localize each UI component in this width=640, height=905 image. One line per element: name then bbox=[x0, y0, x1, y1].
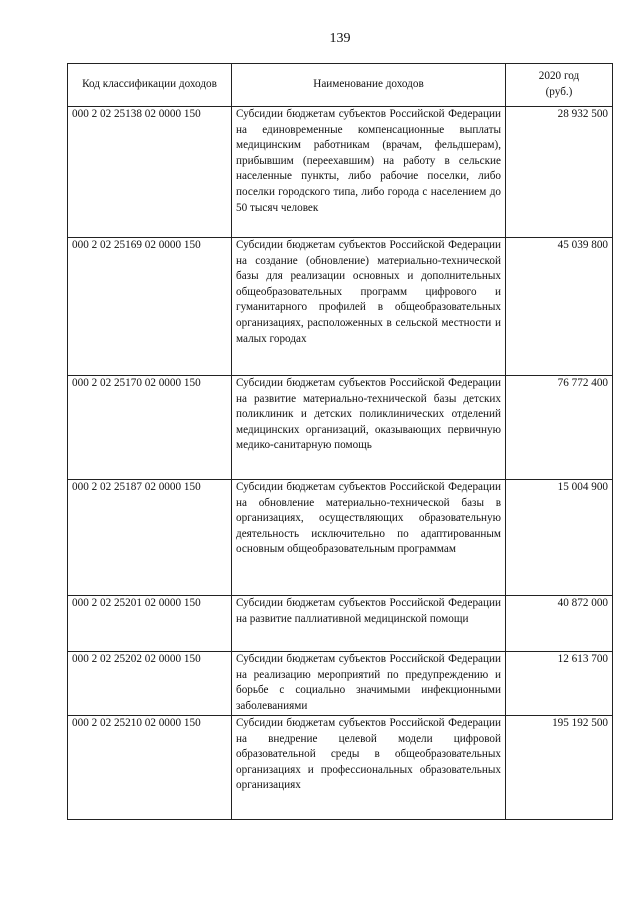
table-row bbox=[68, 376, 613, 480]
row-code: 000 2 02 25187 02 0000 150 bbox=[68, 480, 232, 596]
table-row bbox=[68, 716, 613, 820]
table-row bbox=[68, 238, 613, 376]
header-amount-2020: 2020 год (руб.) bbox=[506, 64, 613, 107]
row-amount: 195 192 500 bbox=[506, 716, 613, 820]
row-name: Субсидии бюджетам субъектов Российской Федерации на развитие материально-технической базы детских поликлиник и детских поликлинических отделений медицинских организаций, оказывающих первичную медико-санитарную помощь bbox=[232, 376, 506, 480]
row-name: Субсидии бюджетам субъектов Российской Федерации на создание (обновление) материально-технической базы для реализации основных и дополнительных общеобразовательных программ цифрового и гуманитарного профилей в общеобразовательных организациях, расположенных в сельской местности и малых городах bbox=[232, 238, 506, 376]
row-code: 000 2 02 25169 02 0000 150 bbox=[68, 238, 232, 376]
table-header-row bbox=[68, 64, 613, 107]
header-revenue-name: Наименование доходов bbox=[232, 64, 506, 107]
table-row bbox=[68, 107, 613, 238]
row-code: 000 2 02 25170 02 0000 150 bbox=[68, 376, 232, 480]
row-amount: 15 004 900 bbox=[506, 480, 613, 596]
table-row bbox=[68, 596, 613, 652]
page-number: 139 bbox=[329, 31, 351, 46]
row-code: 000 2 02 25210 02 0000 150 bbox=[68, 716, 232, 820]
row-code: 000 2 02 25201 02 0000 150 bbox=[68, 596, 232, 652]
row-code: 000 2 02 25138 02 0000 150 bbox=[68, 107, 232, 238]
row-amount: 12 613 700 bbox=[506, 652, 613, 716]
revenue-table bbox=[67, 63, 613, 820]
table-row bbox=[68, 652, 613, 716]
row-name: Субсидии бюджетам субъектов Российской Федерации на развитие паллиативной медицинской помощи bbox=[232, 596, 506, 652]
row-name: Субсидии бюджетам субъектов Российской Федерации на внедрение целевой модели цифровой образовательной среды в общеобразовательных организациях и профессиональных образовательных организациях bbox=[232, 716, 506, 820]
row-name: Субсидии бюджетам субъектов Российской Федерации на реализацию мероприятий по предупреждению и борьбе с социально значимыми инфекционными заболеваниями bbox=[232, 652, 506, 716]
table-row bbox=[68, 480, 613, 596]
row-amount: 76 772 400 bbox=[506, 376, 613, 480]
row-amount: 28 932 500 bbox=[506, 107, 613, 238]
row-name: Субсидии бюджетам субъектов Российской Федерации на обновление материально-технической базы в организациях, осуществляющих образовательную деятельность исключительно по адаптированным основным общеобразовательным программам bbox=[232, 480, 506, 596]
header-classification-code: Код классификации доходов bbox=[68, 64, 232, 107]
row-code: 000 2 02 25202 02 0000 150 bbox=[68, 652, 232, 716]
row-amount: 40 872 000 bbox=[506, 596, 613, 652]
row-name: Субсидии бюджетам субъектов Российской Федерации на единовременные компенсационные выплаты медицинским работникам (врачам, фельдшерам), прибывшим (переехавшим) на работу в сельские населенные пункты, либо рабочие поселки, либо поселки городского типа, либо города с населением до 50 тысяч человек bbox=[232, 107, 506, 238]
row-amount: 45 039 800 bbox=[506, 238, 613, 376]
